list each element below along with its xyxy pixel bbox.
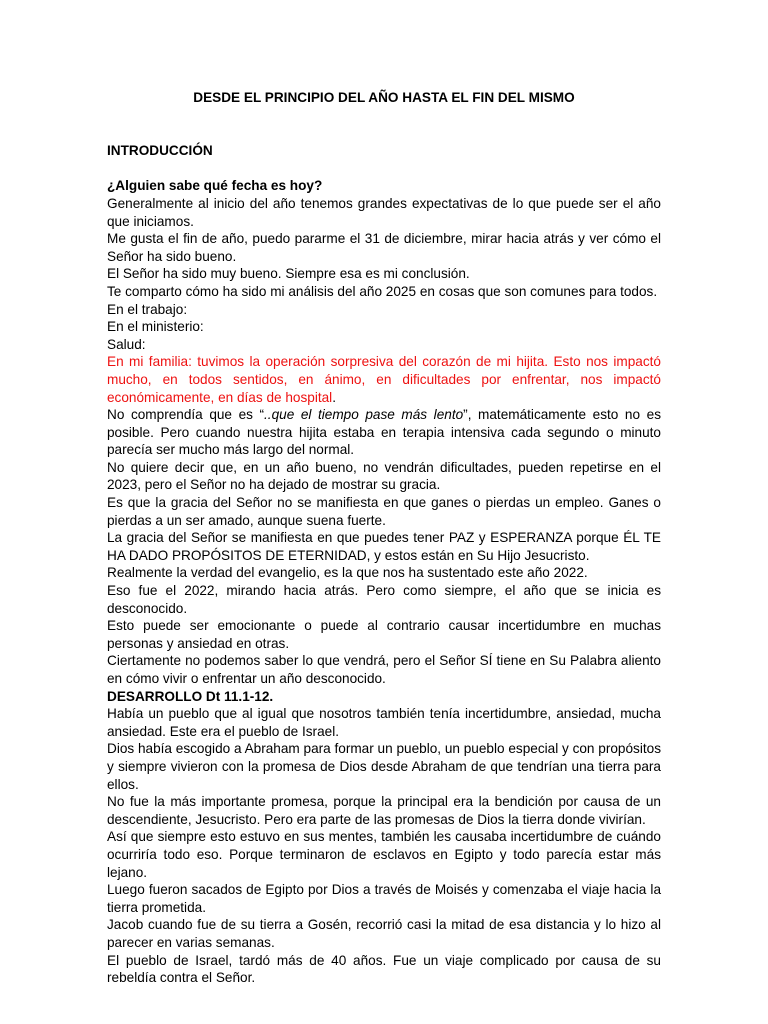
paragraph: Ciertamente no podemos saber lo que vendrá, pero el Señor SÍ tiene en Su Palabra aliento en cómo vivir o enfrentar un año desconocido. xyxy=(107,653,661,686)
document-title: DESDE EL PRINCIPIO DEL AÑO HASTA EL FIN DEL MISMO xyxy=(193,90,575,105)
paragraph-tail: . xyxy=(332,389,336,405)
paragraph-with-quote xyxy=(107,406,661,459)
question-line: ¿Alguien sabe qué fecha es hoy? xyxy=(107,178,323,194)
paragraph: Eso fue el 2022, mirando hacia atrás. Pero como siempre, el año que se inicia es desconocido. xyxy=(107,583,661,616)
intro-heading: INTRODUCCIÓN xyxy=(107,143,213,159)
paragraph: Te comparto cómo ha sido mi análisis del año 2025 en cosas que son comunes para todos. xyxy=(107,283,658,299)
paragraph: Dios había escogido a Abraham para formar un pueblo, un pueblo especial y con propósitos y siempre vivieron con la promesa de Dios desde Abraham de que tendrían una tierra para ellos. xyxy=(107,741,661,792)
paragraph: No quiere decir que, en un año bueno, no vendrán dificultades, pueden repetirse en el 2023, pero el Señor no ha dejado de mostrar su gracia. xyxy=(107,459,661,493)
paragraph: En el ministerio: xyxy=(107,319,204,335)
paragraph: La gracia del Señor se manifiesta en que puedes tener PAZ y ESPERANZA porque ÉL TE HA DADO PROPÓSITOS DE ETERNIDAD, y estos están en Su Hijo Jesucristo. xyxy=(107,530,661,563)
paragraph: Luego fueron sacados de Egipto por Dios a través de Moisés y comenzaba el viaje hacia la tierra prometida. xyxy=(107,882,661,915)
blank-line xyxy=(107,125,661,143)
paragraph: Salud: xyxy=(107,336,146,352)
paragraph-text: No comprendía que es “ xyxy=(107,407,265,423)
blank-line xyxy=(107,160,661,178)
paragraph: Me gusta el fin de año, puedo pararme el 31 de diciembre, mirar hacia atrás y ver cómo el Señor ha sido bueno. xyxy=(107,231,661,264)
paragraph: No fue la más importante promesa, porque la principal era la bendición por causa de un descendiente, Jesucristo. Pero era parte de las promesas de Dios la tierra donde vivirían. xyxy=(107,794,661,827)
paragraph: El pueblo de Israel, tardó más de 40 años. Fue un viaje complicado por causa de su rebeldía contra el Señor. xyxy=(107,952,661,986)
paragraph: En el trabajo: xyxy=(107,301,188,317)
document-page xyxy=(107,89,661,987)
development-heading: DESARROLLO Dt 11.1-12. xyxy=(107,688,274,704)
paragraph: Jacob cuando fue de su tierra a Gosén, recorrió casi la mitad de esa distancia y lo hizo al parecer en varias semanas. xyxy=(107,917,661,950)
quoted-text: ..que el tiempo pase más lento xyxy=(264,407,464,423)
paragraph-text: ”, matemáticamente esto no es posible. Pero cuando nuestra hijita estaba en terapia intensiva cada segundo o minuto parecía ser mucho más largo del normal. xyxy=(107,407,661,458)
highlighted-text: En mi familia: tuvimos la operación sorpresiva del corazón de mi hijita. Esto nos impactó mucho, en todos sentidos, en ánimo, en dificultades por enfrentar, nos impactó económicamente, en días de hospital xyxy=(107,354,661,405)
paragraph: Es que la gracia del Señor no se manifiesta en que ganes o pierdas un empleo. Ganes o pierdas a un ser amado, aunque suena fuerte. xyxy=(107,495,661,528)
paragraph: Realmente la verdad del evangelio, es la que nos ha sustentado este año 2022. xyxy=(107,565,588,581)
highlighted-paragraph xyxy=(107,353,661,406)
paragraph: Había un pueblo que al igual que nosotros también tenía incertidumbre, ansiedad, mucha ansiedad. Este era el pueblo de Israel. xyxy=(107,706,661,739)
paragraph: El Señor ha sido muy bueno. Siempre esa es mi conclusión. xyxy=(107,266,470,282)
paragraph: Generalmente al inicio del año tenemos grandes expectativas de lo que puede ser el año que iniciamos. xyxy=(107,195,661,229)
paragraph: Esto puede ser emocionante o puede al contrario causar incertidumbre en muchas personas y ansiedad en otras. xyxy=(107,618,661,651)
paragraph: Así que siempre esto estuvo en sus mentes, también les causaba incertidumbre de cuándo ocurriría todo eso. Porque terminaron de esclavos en Egipto y todo parecía estar más lejano. xyxy=(107,829,661,880)
